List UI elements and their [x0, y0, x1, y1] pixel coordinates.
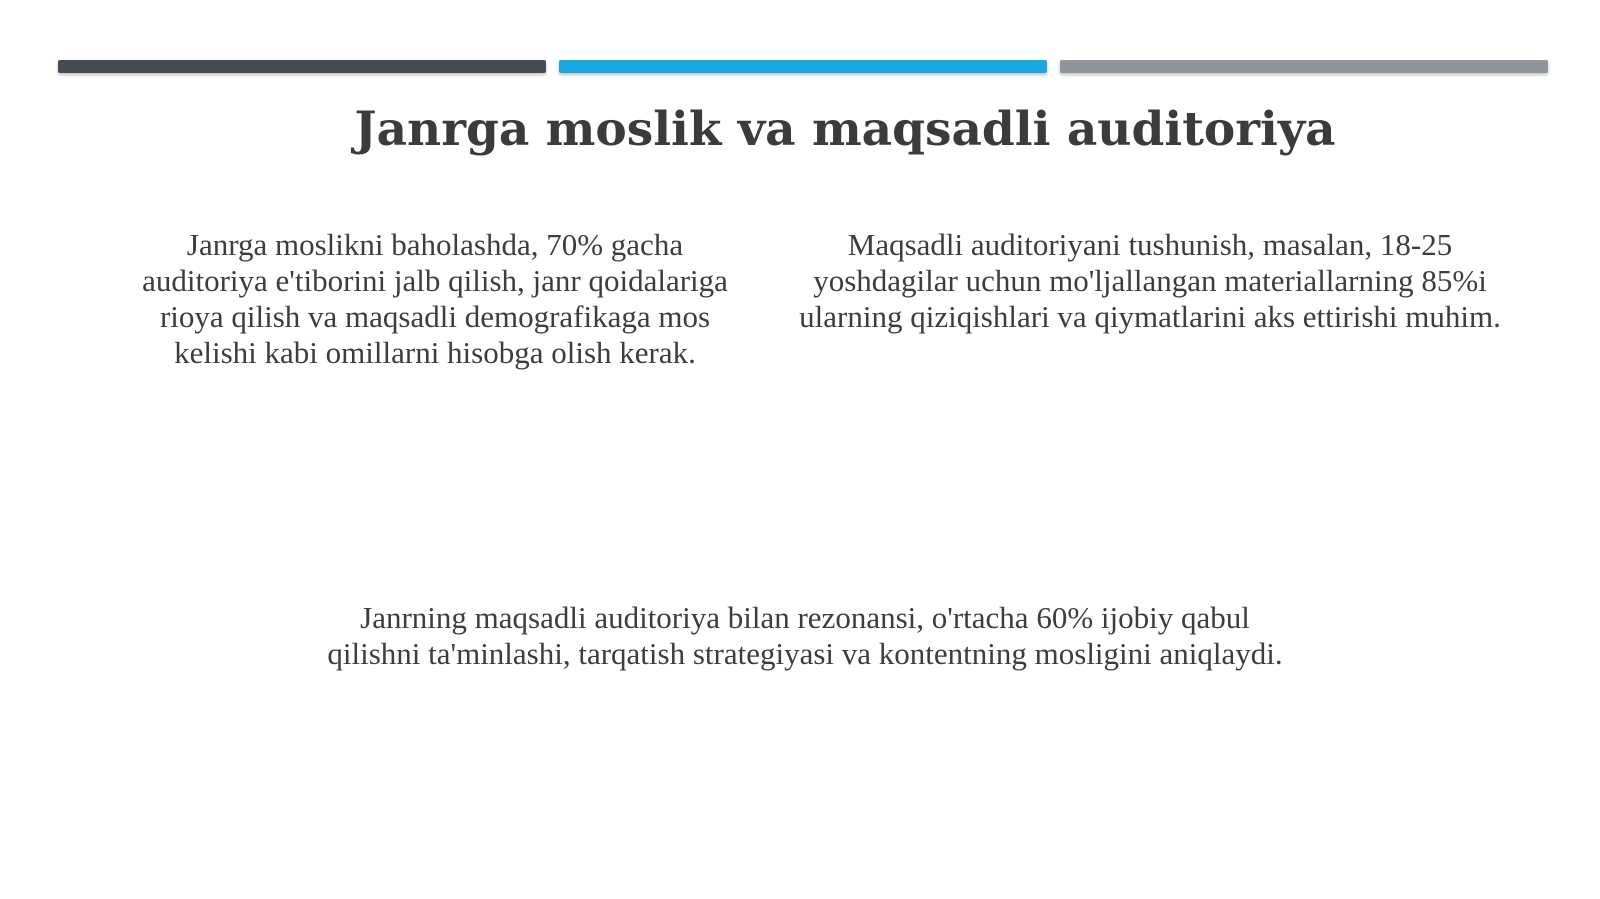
slide-title: Janrga moslik va maqsadli auditoriya: [354, 102, 1336, 157]
paragraph-genre-fit: Janrga moslikni baholashda, 70% gacha auditoriya e'tiborini jalb qilish, janr qoidalariga rioya qilish va maqsadli demografikaga mos kelishi kabi omillarni hisobga olish kerak.: [142, 227, 728, 370]
accent-bar-dark: [58, 60, 546, 73]
accent-bar-blue: [559, 60, 1047, 73]
paragraph-target-audience: Maqsadli auditoriyani tushunish, masalan, 18-25 yoshdagilar uchun mo'ljallangan materiallarning 85%i ularning qiziqishlari va qiymatlarini aks ettirishi muhim.: [799, 227, 1501, 334]
accent-bar-gray: [1060, 60, 1548, 73]
paragraph-resonance: Janrning maqsadli auditoriya bilan rezonansi, o'rtacha 60% ijobiy qabul qilishni ta'minlashi, tarqatish strategiyasi va kontentning mosligini aniqlaydi.: [327, 600, 1283, 671]
